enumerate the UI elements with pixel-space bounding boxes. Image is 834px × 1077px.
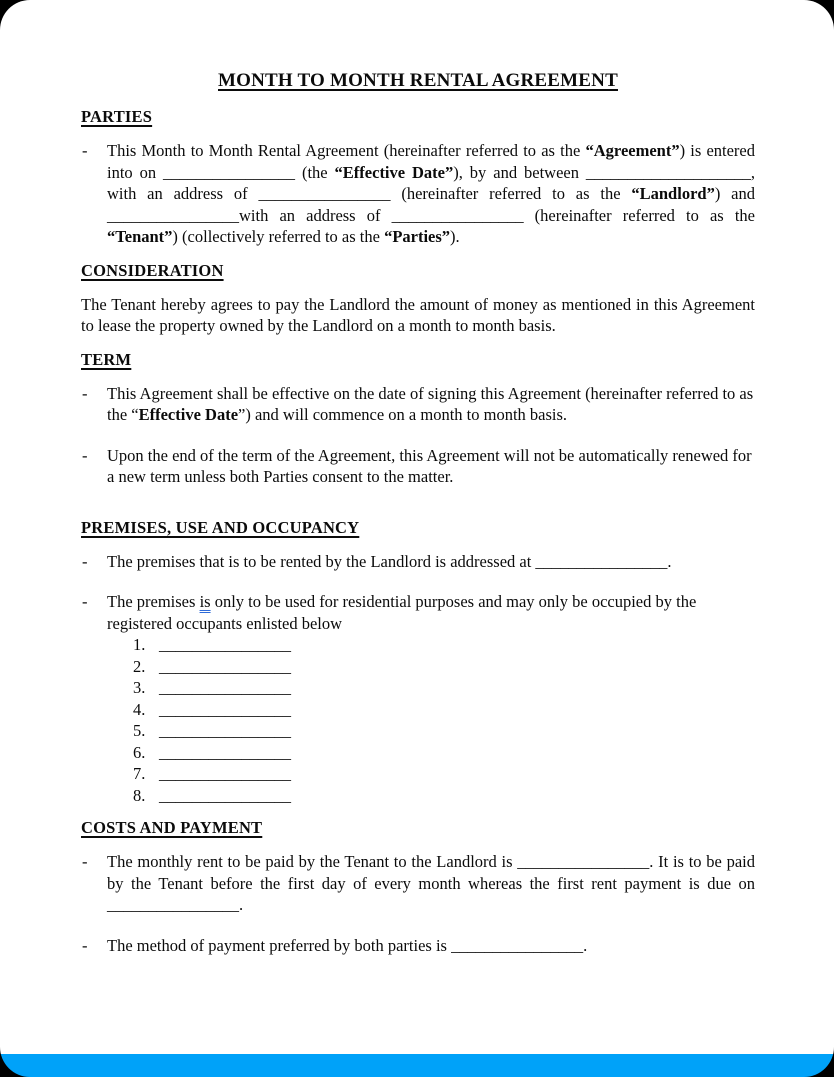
text-run: The method of payment preferred by both parties is xyxy=(107,935,452,955)
costs-paragraph-1-text xyxy=(107,852,755,914)
parties-paragraph-text xyxy=(107,141,755,246)
occupant-blank-field[interactable]: ________________ xyxy=(159,635,291,654)
list-dash-marker: - xyxy=(82,935,88,955)
occupant-number: 4. xyxy=(133,699,146,719)
blank-field[interactable]: ________________ xyxy=(391,205,524,225)
section-heading-costs: COSTS AND PAYMENT xyxy=(81,818,263,837)
grammar-flagged-word[interactable]: is xyxy=(199,592,211,611)
text-run: ) and xyxy=(714,184,755,203)
text-run: . xyxy=(667,551,672,571)
term-paragraph-2-text xyxy=(107,446,752,487)
text-run: (the xyxy=(295,162,335,182)
blank-field[interactable]: ________________ xyxy=(107,205,239,225)
term-paragraph-2 xyxy=(81,445,755,488)
text-run: . xyxy=(239,895,244,914)
occupant-row xyxy=(133,634,755,656)
term-paragraph-1 xyxy=(81,383,755,426)
occupant-list xyxy=(107,634,755,806)
text-run: . It is to be paid by the Tenant before the first day of every month whereas the first rent payment is due on xyxy=(107,852,755,893)
list-dash-marker: - xyxy=(82,141,88,160)
bold-text-run: “Agreement” xyxy=(585,141,680,160)
occupant-row xyxy=(133,677,755,699)
accent-bar xyxy=(0,1054,834,1077)
blank-field[interactable]: ________________ xyxy=(258,184,391,203)
text-run: with an address of xyxy=(239,205,392,225)
occupant-blank-field[interactable]: ________________ xyxy=(159,656,291,676)
occupant-blank-field[interactable]: ________________ xyxy=(159,742,291,762)
list-dash-marker: - xyxy=(82,383,88,403)
occupant-number: 7. xyxy=(133,764,146,783)
premises-paragraph-1-text xyxy=(107,552,672,571)
blank-field[interactable]: ________________ xyxy=(451,935,584,955)
costs-paragraph-1 xyxy=(81,851,755,916)
bold-text-run: “Parties” xyxy=(384,227,451,246)
text-run: ), by and between xyxy=(453,162,586,182)
bold-text-run: “Landlord” xyxy=(631,184,715,203)
text-run: , with an address of xyxy=(107,162,756,203)
costs-paragraph-2-text xyxy=(107,936,587,955)
consideration-paragraph xyxy=(81,294,755,337)
list-dash-marker: - xyxy=(82,852,88,871)
occupant-number: 6. xyxy=(133,742,146,762)
text-run: (hereinafter referred to as the xyxy=(523,205,755,225)
list-dash-marker: - xyxy=(82,592,88,611)
section-heading-premises: PREMISES, USE AND OCCUPANCY xyxy=(81,517,360,537)
text-run: This Agreement shall be effective on the date of signing this Agreement (hereinafter referred to as the “ xyxy=(107,383,754,424)
text-run: . xyxy=(583,935,588,955)
text-run: ). xyxy=(450,227,460,246)
bold-text-run: Effective Date xyxy=(138,405,239,424)
blank-field[interactable]: ________________ xyxy=(107,895,239,914)
bold-text-run: “Effective Date” xyxy=(334,162,454,182)
occupant-row xyxy=(133,785,755,807)
blank-field[interactable]: ________________ xyxy=(163,162,296,182)
occupant-number: 3. xyxy=(133,678,146,697)
text-run: The premises that is to be rented by the Landlord is addressed at xyxy=(107,551,536,571)
text-run: The premises xyxy=(107,592,200,611)
occupant-number: 8. xyxy=(133,785,146,805)
premises-paragraph-2-text xyxy=(107,592,696,633)
bold-text-run: “Tenant” xyxy=(107,227,173,246)
occupant-number: 5. xyxy=(133,721,146,740)
occupant-blank-field[interactable]: ________________ xyxy=(159,785,291,805)
occupant-row xyxy=(133,656,755,678)
blank-field[interactable]: ________________ xyxy=(535,551,668,571)
occupant-blank-field[interactable]: ________________ xyxy=(159,678,291,697)
text-run: only to be used for residential purposes and may only be occupied by the registered occupants enlisted below xyxy=(107,592,697,633)
occupant-blank-field[interactable]: ________________ xyxy=(159,764,291,783)
occupant-blank-field[interactable]: ________________ xyxy=(159,721,291,740)
parties-paragraph xyxy=(81,140,755,248)
section-heading-consideration: CONSIDERATION xyxy=(81,260,224,280)
text-run: The monthly rent to be paid by the Tenant to the Landlord is xyxy=(107,852,518,871)
text-run: Upon the end of the term of the Agreement, this Agreement will not be automatically renewed for a new term unless both Parties consent to the matter. xyxy=(107,445,752,486)
blank-field[interactable]: ____________________ xyxy=(585,162,751,182)
occupant-row xyxy=(133,720,755,742)
term-paragraph-1-text xyxy=(107,384,753,425)
occupant-row xyxy=(133,763,755,785)
text-run: ) is entered into on xyxy=(107,141,755,182)
document-title: MONTH TO MONTH RENTAL AGREEMENT xyxy=(218,70,618,91)
section-heading-parties: PARTIES xyxy=(81,107,153,126)
occupant-blank-field[interactable]: ________________ xyxy=(159,699,291,719)
list-dash-marker: - xyxy=(82,551,88,571)
text-run: The Tenant hereby agrees to pay the Landlord the amount of money as mentioned in this Agreement to lease the property owned by the Landlord on a month to month basis. xyxy=(81,294,755,335)
list-dash-marker: - xyxy=(82,445,88,465)
occupant-number: 1. xyxy=(133,635,146,654)
occupant-row xyxy=(133,742,755,764)
premises-paragraph-2 xyxy=(81,591,755,806)
costs-paragraph-2 xyxy=(81,935,755,957)
text-run: ) (collectively referred to as the xyxy=(172,227,385,246)
premises-paragraph-1 xyxy=(81,551,755,573)
occupant-row xyxy=(133,699,755,721)
section-heading-term: TERM xyxy=(81,349,132,369)
text-run: (hereinafter referred to as the xyxy=(390,184,632,203)
occupant-number: 2. xyxy=(133,656,146,676)
text-run: ”) and will commence on a month to month basis. xyxy=(238,405,568,424)
text-run: This Month to Month Rental Agreement (hereinafter referred to as the xyxy=(107,141,586,160)
blank-field[interactable]: ________________ xyxy=(517,852,650,871)
